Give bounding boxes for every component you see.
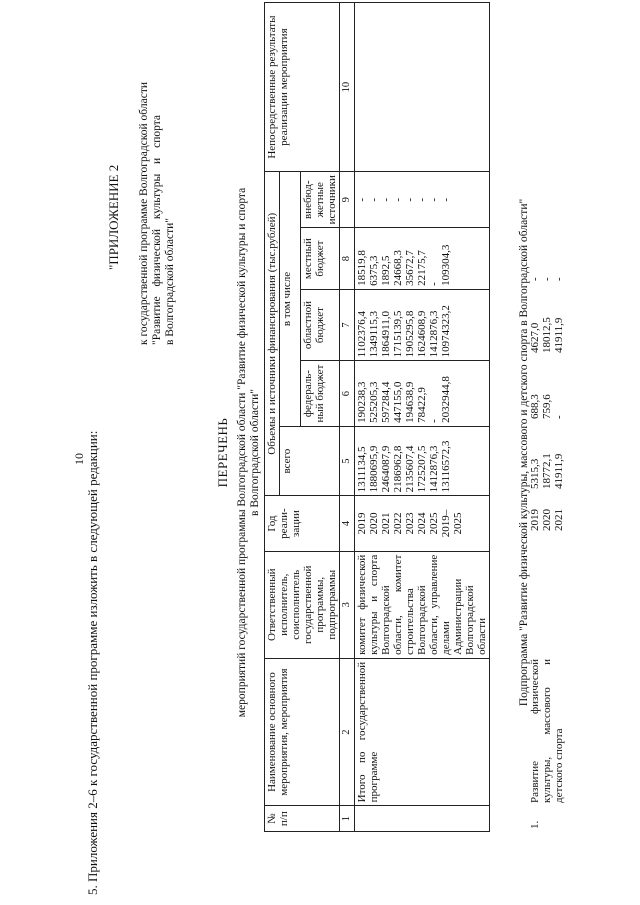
cell-value: 2186962,8 [392, 445, 404, 493]
header-total: всего [280, 426, 340, 496]
subprogram-executor [528, 548, 566, 656]
summary-local [355, 228, 490, 289]
column-number: 3 [340, 551, 355, 658]
cell-value: - [440, 197, 452, 202]
cell-value: 597284,4 [380, 381, 392, 423]
cell-value: 13116572,3 [440, 440, 452, 493]
header-regional: областной бюджет [301, 289, 340, 361]
column-number: 7 [340, 289, 355, 361]
cell-value: 525205,3 [368, 381, 380, 423]
cell-value: 194638,9 [404, 381, 416, 423]
cell-value: 2022 [392, 512, 404, 535]
summary-name: Итого по государственной программе [355, 658, 490, 806]
summary-total [355, 426, 490, 496]
appendix-line-2-word: спорта [151, 115, 163, 148]
appendix-line-2-word: и [151, 157, 163, 164]
cell-value: - [380, 197, 392, 202]
cell-value: 5315,3 [529, 458, 541, 489]
subprogram-name: Развитие физической культуры, массового и детского спорта [529, 659, 565, 803]
cell-value: 2021 [380, 512, 392, 535]
cell-value: 2025 [428, 512, 440, 535]
cell-value: - [553, 277, 565, 281]
summary-num [355, 806, 490, 832]
cell-value: - [428, 282, 440, 286]
column-number: 5 [340, 426, 355, 496]
subprogram-years [528, 492, 566, 548]
cell-value: 1102376,4 [356, 310, 368, 358]
cell-value: 6375,3 [368, 255, 380, 286]
document-subtitle-line-1: мероприятий государственной программы Волгоградской области "Развитие физической культуры и спорта [236, 187, 248, 718]
cell-value: 4627,0 [529, 322, 541, 353]
cell-value: 18772,1 [541, 453, 553, 489]
intro-paragraph: 5. Приложения 2–6 к государственной программе изложить в следующей редакции: [85, 430, 100, 895]
summary-extra [355, 172, 490, 228]
cell-value: 78422,9 [416, 387, 428, 423]
subprogram-regional [528, 284, 566, 356]
cell-value: 2020 [541, 509, 553, 531]
column-number: 1 [340, 806, 355, 832]
subprogram-row [528, 2, 566, 832]
cell-value: - [392, 197, 404, 202]
cell-value: 2019 [529, 509, 541, 531]
header-funding-group: Объемы и источники финансирования (тыс.рублей) [265, 172, 280, 496]
cell-value: - [529, 277, 541, 281]
cell-value: 2023 [404, 512, 416, 535]
appendix-line-1: к государственной программе Волгоградской области [138, 82, 150, 345]
cell-value: 1725207,5 [416, 445, 428, 493]
column-number: 8 [340, 228, 355, 289]
cell-value: 2032944,8 [440, 376, 452, 423]
appendix-line-2-word: физической [151, 229, 163, 287]
cell-value: 1864911,0 [380, 310, 392, 358]
cell-value: 35672,7 [404, 250, 416, 286]
summary-row [355, 3, 490, 832]
cell-value: - [368, 197, 380, 202]
summary-executor: комитет физической культуры и спорта Волгоградской области, комитет строительства Волгоградской области, управление делами Администрации Волгоградской области [355, 551, 490, 658]
appendix-line-2 [151, 115, 163, 345]
document-subtitle-line-2: в Волгоградской области" [249, 389, 261, 516]
cell-value: 109304,3 [440, 244, 452, 286]
header-num: № п/п [265, 806, 340, 832]
header-local: местный бюджет [301, 228, 340, 289]
cell-value: 24668,3 [392, 250, 404, 286]
column-number-row [340, 3, 355, 832]
cell-value: 447155,0 [392, 381, 404, 423]
column-number: 9 [340, 172, 355, 228]
summary-years [355, 496, 490, 551]
subprogram-total [528, 422, 566, 492]
column-number: 6 [340, 361, 355, 427]
cell-value: - [541, 277, 553, 281]
column-number: 4 [340, 496, 355, 551]
cell-value: 18519,8 [356, 250, 368, 286]
cell-value: - [428, 197, 440, 202]
cell-value: 2020 [368, 512, 380, 535]
appendix-line-2-word: "Развитие [151, 296, 163, 345]
cell-value: 2021 [553, 509, 565, 531]
subprogram-results [528, 2, 566, 174]
cell-value: 2019 [356, 512, 368, 535]
cell-value: 22175,7 [416, 250, 428, 286]
cell-value: 1715139,5 [392, 310, 404, 358]
cell-value: 2024 [416, 512, 428, 535]
cell-value: 1311134,5 [356, 446, 368, 493]
page-number: 10 [72, 453, 86, 465]
cell-value: 1880695,9 [368, 445, 380, 493]
column-number: 10 [340, 3, 355, 172]
header-name: Наименование основного мероприятия, мероприятия [265, 658, 340, 806]
appendix-line-2-word: культуры [151, 173, 163, 220]
appendix-title: "ПРИЛОЖЕНИЕ 2 [106, 164, 121, 270]
appendix-line-3: в Волгоградской области" [164, 218, 176, 345]
subprogram-extra [528, 174, 566, 222]
cell-value: 1892,5 [380, 255, 392, 286]
subprogram-federal [528, 356, 566, 422]
cell-value: 1905295,8 [404, 310, 416, 358]
summary-regional [355, 289, 490, 361]
header-year: Год реали-зации [265, 496, 340, 551]
cell-value: 2019–2025 [440, 509, 464, 538]
cell-value: 2464087,9 [380, 445, 392, 493]
measures-table [264, 2, 490, 832]
header-federal: федераль-ный бюджет [301, 361, 340, 427]
column-number: 2 [340, 658, 355, 806]
cell-value: 1412876,3 [428, 310, 440, 358]
cell-value: - [404, 197, 416, 202]
subprogram-title: Подпрограмма "Развитие физической культуры, массового и детского спорта в Волгоградской области" [518, 198, 530, 707]
summary-results [355, 3, 490, 172]
subprogram-table [528, 2, 566, 832]
cell-value: 18012,5 [541, 317, 553, 353]
cell-value: - [356, 197, 368, 202]
subprogram-num: 1. [529, 820, 541, 829]
cell-value: 190238,3 [356, 381, 368, 423]
cell-value: 41911,9 [553, 453, 565, 489]
cell-value: 2135607,4 [404, 445, 416, 493]
cell-value: 1349115,3 [368, 310, 380, 358]
cell-value: 10974323,2 [440, 305, 452, 358]
subprogram-local [528, 222, 566, 284]
summary-federal [355, 361, 490, 427]
cell-value: 1624608,9 [416, 310, 428, 358]
header-results: Непосредственные результаты реализации мероприятия [265, 3, 340, 172]
cell-value: - [416, 197, 428, 202]
cell-value: - [428, 419, 440, 423]
cell-value: 759,6 [541, 394, 553, 419]
header-including: в том числе [280, 172, 301, 427]
document-title: ПЕРЕЧЕНЬ [215, 417, 230, 488]
header-executor: Ответственный исполнитель, соисполнитель государственной программы, подпрограммы [265, 551, 340, 658]
cell-value: - [553, 415, 565, 419]
cell-value: 41911,9 [553, 317, 565, 353]
cell-value: 1412876,3 [428, 445, 440, 493]
cell-value: 688,3 [529, 394, 541, 419]
header-extra: внебюд-жетные источники [301, 172, 340, 228]
